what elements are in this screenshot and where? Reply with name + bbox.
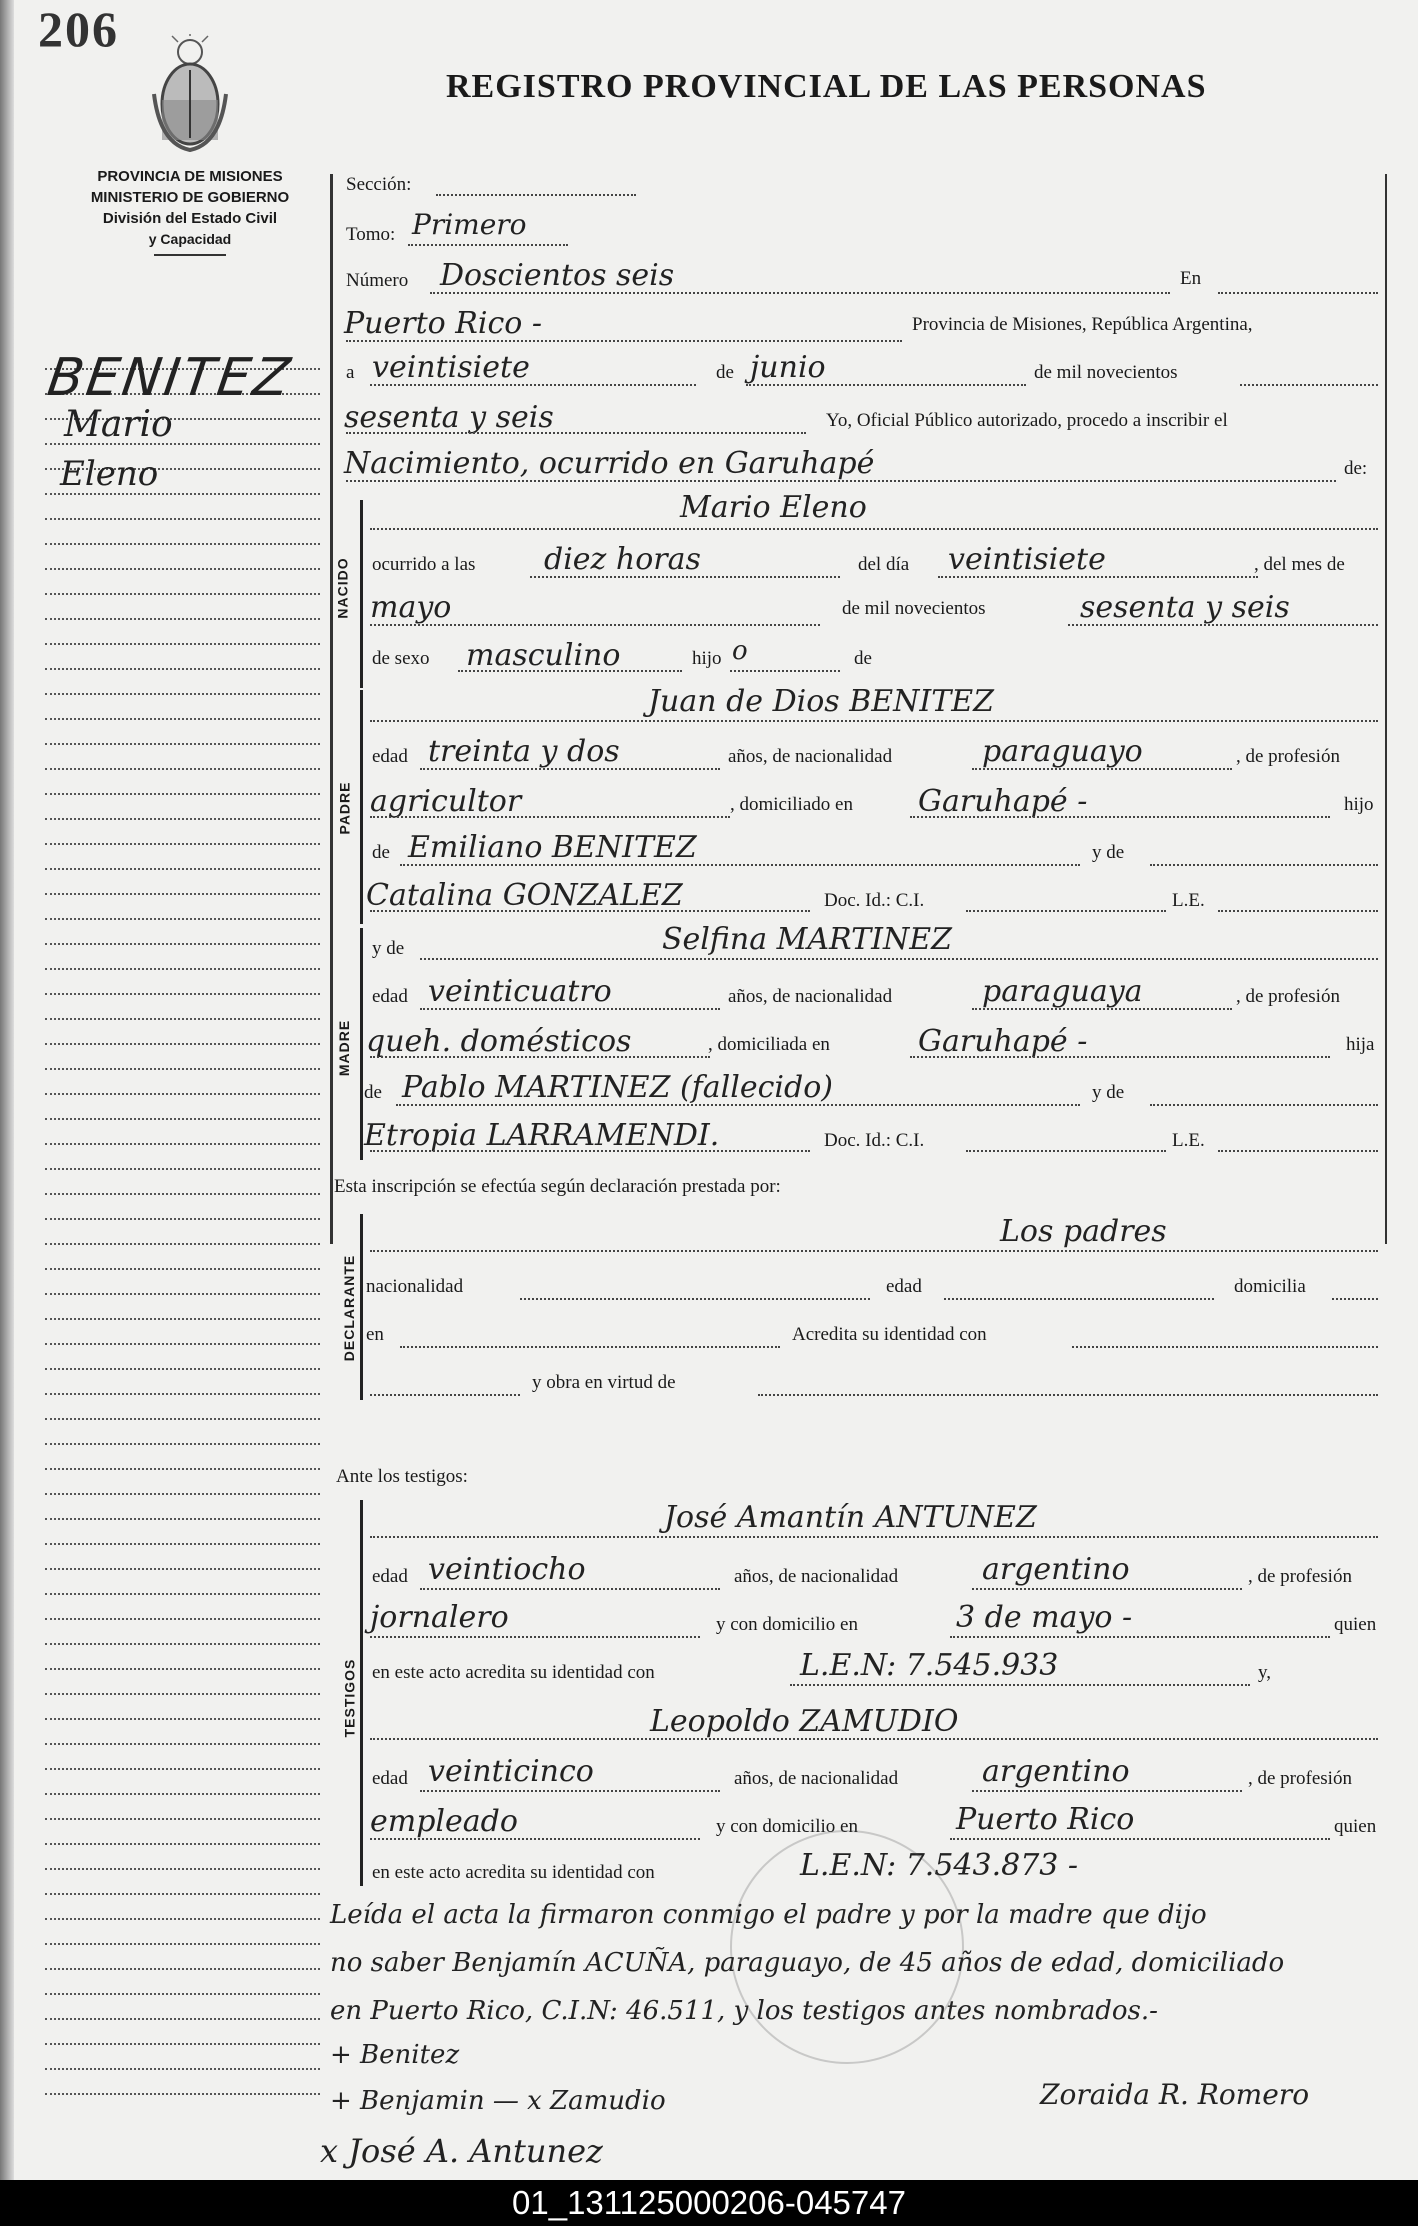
label-y-de-madre: y de xyxy=(372,938,405,959)
value-t1-doc: L.E.N: 7.545.933 xyxy=(800,1648,1059,1683)
issuing-agency xyxy=(60,166,320,256)
side-label-nacido: NACIDO xyxy=(334,557,351,619)
label-esta-inscripcion: Esta inscripción se efectúa según declaración prestada por: xyxy=(334,1176,781,1197)
label-edad-decl: edad xyxy=(886,1276,922,1297)
value-padre-nombre: Juan de Dios BENITEZ xyxy=(648,684,995,719)
label-y-comma: y, xyxy=(1258,1662,1272,1683)
signature-official: Zoraida R. Romero xyxy=(1040,2078,1310,2111)
label-nacionalidad-madre: años, de nacionalidad xyxy=(728,986,893,1007)
label-domiciliada: , domiciliada en xyxy=(708,1034,830,1055)
value-padre-nac: paraguayo xyxy=(982,734,1143,769)
side-label-declarante: DECLARANTE xyxy=(341,1254,358,1362)
label-numero: Número xyxy=(346,270,409,291)
document-title: REGISTRO PROVINCIAL DE LAS PERSONAS xyxy=(446,68,1207,105)
value-testigo1: José Amantín ANTUNEZ xyxy=(664,1500,1037,1535)
value-t1-edad: veintiocho xyxy=(428,1552,586,1587)
label-le-madre: L.E. xyxy=(1172,1130,1205,1151)
label-yo-oficial: Yo, Oficial Público autorizado, procedo a inscribir el xyxy=(826,410,1228,431)
value-abuela-p: Catalina GONZALEZ xyxy=(366,878,683,913)
note-line-2: no saber Benjamín ACUÑA, paraguayo, de 45 años de edad, domiciliado xyxy=(330,1948,1285,1978)
agency-province: PROVINCIA DE MISIONES xyxy=(97,168,283,185)
value-padre-prof: agricultor xyxy=(370,784,522,819)
margin-ruled-lines xyxy=(45,345,320,2095)
label-edad-t1: edad xyxy=(372,1566,408,1587)
value-t2-dom: Puerto Rico xyxy=(956,1802,1135,1837)
value-t1-prof: jornalero xyxy=(370,1600,509,1635)
value-t2-edad: veinticinco xyxy=(428,1754,594,1789)
label-profesion-madre: , de profesión xyxy=(1236,986,1340,1007)
signature-3: x José A. Antunez xyxy=(320,2132,603,2170)
label-en-este-acto-t2: en este acto acredita su identidad con xyxy=(372,1862,655,1883)
value-numero: Doscientos seis xyxy=(440,258,675,293)
label-doc-id-madre: Doc. Id.: C.I. xyxy=(824,1130,925,1151)
value-mes: junio xyxy=(750,350,826,385)
page-number: 206 xyxy=(38,1,119,57)
note-line-3: en Puerto Rico, C.I.N: 46.511, y los testigos antes nombrados.- xyxy=(330,1996,1158,2026)
label-acredita-decl: Acredita su identidad con xyxy=(792,1324,987,1345)
value-t1-dom: 3 de mayo - xyxy=(956,1600,1133,1635)
value-lugar: Puerto Rico - xyxy=(344,306,542,341)
value-nombre: Mario Eleno xyxy=(680,490,867,525)
margin-given-name-2: Eleno xyxy=(60,454,159,494)
label-domicilia-decl: domicilia xyxy=(1234,1276,1306,1297)
value-hijo-suffix: o xyxy=(732,636,748,666)
label-domicilio-t1: y con domicilio en xyxy=(716,1614,858,1635)
value-t1-nac: argentino xyxy=(982,1552,1130,1587)
value-madre-prof: queh. domésticos xyxy=(366,1024,632,1059)
side-label-padre: PADRE xyxy=(336,781,353,835)
label-y-obra: y obra en virtud de xyxy=(532,1372,676,1393)
label-mil-novecientos: de mil novecientos xyxy=(1034,362,1178,383)
value-anio: sesenta y seis xyxy=(344,400,554,435)
agency-division-2: y Capacidad xyxy=(148,231,232,247)
label-de-abuelo-m: de xyxy=(364,1082,382,1103)
label-profesion-t2: , de profesión xyxy=(1248,1768,1352,1789)
value-declarante: Los padres xyxy=(1000,1214,1167,1249)
value-madre-edad: veinticuatro xyxy=(428,974,612,1009)
coat-of-arms-icon xyxy=(150,34,230,152)
label-provincia: Provincia de Misiones, República Argentina, xyxy=(912,314,1253,335)
value-madre-nombre: Selfina MARTINEZ xyxy=(662,922,952,957)
image-id-footer: 01_131125000206-045747 xyxy=(0,2180,1418,2226)
label-domicilio-t2: y con domicilio en xyxy=(716,1816,858,1837)
value-madre-nac: paraguaya xyxy=(982,974,1143,1009)
label-en: En xyxy=(1180,268,1202,289)
value-t2-prof: empleado xyxy=(370,1804,518,1839)
value-abuelo-p: Emiliano BENITEZ xyxy=(408,830,697,865)
value-hora: diez horas xyxy=(544,542,701,577)
value-sexo: masculino xyxy=(466,638,621,673)
side-label-testigos: TESTIGOS xyxy=(341,1658,358,1738)
label-doc-id-padre: Doc. Id.: C.I. xyxy=(824,890,925,911)
label-del-dia: del día xyxy=(858,554,910,575)
label-hija-end: hija xyxy=(1346,1034,1375,1055)
label-a: a xyxy=(346,362,355,383)
margin-surname: BENITEZ xyxy=(43,348,297,408)
official-seal-stamp xyxy=(730,1830,964,2064)
signature-2: + Benjamin — x Zamudio xyxy=(330,2086,666,2116)
label-profesion-padre: , de profesión xyxy=(1236,746,1340,767)
label-de-colon: de: xyxy=(1344,458,1368,479)
signature-1: + Benitez xyxy=(330,2040,460,2070)
label-edad-padre: edad xyxy=(372,746,408,767)
label-ante-testigos: Ante los testigos: xyxy=(336,1466,468,1487)
label-y-de-madre-2: y de xyxy=(1092,1082,1125,1103)
label-seccion: Sección: xyxy=(346,174,412,195)
label-edad-t2: edad xyxy=(372,1768,408,1789)
label-de-hijo: de xyxy=(854,648,872,669)
value-dia-nac: veintisiete xyxy=(948,542,1106,577)
value-abuelo-m: Pablo MARTINEZ (fallecido) xyxy=(402,1070,833,1105)
agency-division: División del Estado Civil xyxy=(102,210,278,227)
label-nacionalidad-t2: años, de nacionalidad xyxy=(734,1768,899,1789)
value-anio-nac: sesenta y seis xyxy=(1080,590,1290,625)
agency-ministry: MINISTERIO DE GOBIERNO xyxy=(90,189,290,206)
value-padre-edad: treinta y dos xyxy=(428,734,620,769)
label-de-mil-novecientos: de mil novecientos xyxy=(842,598,986,619)
label-nacionalidad-padre: años, de nacionalidad xyxy=(728,746,893,767)
label-quien-t2: quien xyxy=(1334,1816,1377,1837)
value-abuela-m: Etropia LARRAMENDI. xyxy=(364,1118,720,1153)
label-le-padre: L.E. xyxy=(1172,890,1205,911)
label-domiciliado: , domiciliado en xyxy=(730,794,853,815)
label-ocurrido: ocurrido a las xyxy=(372,554,476,575)
value-padre-dom: Garuhapé - xyxy=(918,784,1088,819)
label-de-abuelo-p: de xyxy=(372,842,390,863)
value-tomo: Primero xyxy=(412,208,527,241)
label-profesion-t1: , de profesión xyxy=(1248,1566,1352,1587)
label-hijo-end: hijo xyxy=(1344,794,1374,815)
value-madre-dom: Garuhapé - xyxy=(918,1024,1088,1059)
label-de-sexo: de sexo xyxy=(372,648,430,669)
label-quien-t1: quien xyxy=(1334,1614,1377,1635)
label-nacionalidad-decl: nacionalidad xyxy=(366,1276,464,1297)
label-y-de-padre: y de xyxy=(1092,842,1125,863)
margin-given-name-1: Mario xyxy=(64,404,173,445)
label-edad-madre: edad xyxy=(372,986,408,1007)
value-mes-nac: mayo xyxy=(370,590,452,625)
note-line-1: Leída el acta la firmaron conmigo el padre y por la madre que dijo xyxy=(330,1900,1207,1930)
label-hijo: hijo xyxy=(692,648,722,669)
label-en-este-acto-t1: en este acto acredita su identidad con xyxy=(372,1662,655,1683)
value-acto: Nacimiento, ocurrido en Garuhapé xyxy=(344,446,875,481)
label-nacionalidad-t1: años, de nacionalidad xyxy=(734,1566,899,1587)
side-label-madre: MADRE xyxy=(336,1019,353,1077)
label-tomo: Tomo: xyxy=(346,224,396,245)
value-dia: veintisiete xyxy=(372,350,530,385)
value-testigo2: Leopoldo ZAMUDIO xyxy=(650,1704,959,1739)
label-del-mes: , del mes de xyxy=(1254,554,1345,575)
value-t2-nac: argentino xyxy=(982,1754,1130,1789)
value-t2-doc: L.E.N: 7.543.873 - xyxy=(800,1848,1079,1883)
label-de-mes: de xyxy=(716,362,734,383)
label-en-decl: en xyxy=(366,1324,384,1345)
